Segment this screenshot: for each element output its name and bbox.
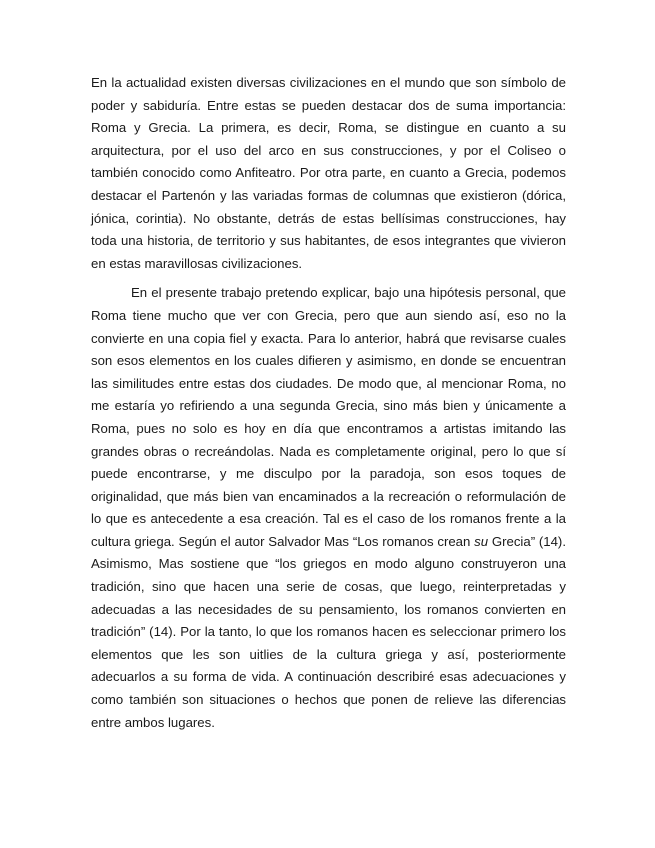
body-text xyxy=(91,72,566,741)
paragraph-intro xyxy=(91,72,566,275)
paragraph-body xyxy=(91,282,566,734)
paragraph-text: En la actualidad existen diversas civilizaciones en el mundo que son símbolo de poder y sabiduría. Entre estas se pueden destacar dos de suma importancia: Roma y Grecia. La primera, es decir, Roma, se distingue en cuanto a su arquitectura, por el uso del arco en sus construcciones, y por el Coliseo o también conocido como Anfiteatro. Por otra parte, en cuanto a Grecia, podemos destacar el Partenón y las variadas formas de columnas que existieron (dórica, jónica, corintia). No obstante, detrás de estas bellísimas construcciones, hay toda una historia, de territorio y sus habitantes, de esos integrantes que vivieron en estas maravillosas civilizaciones. xyxy=(91,75,566,271)
paragraph-text: En el presente trabajo pretendo explicar, bajo una hipótesis personal, que Roma tiene mucho que ver con Grecia, pero que aun siendo así, eso no la convierte en una copia fiel y exacta. Para lo anterior, habrá que revisarse cuales son esos elementos en los cuales difieren y asimismo, en donde se encuentran las similitudes entre estas dos ciudades. De modo que, al mencionar Roma, no me estaría yo refiriendo a una segunda Grecia, sino más bien y únicamente a Roma, pues no solo es hoy en día que encontramos a artistas imitando las grandes obras o recreándolas. Nada es completamente original, pero lo que sí puede encontrarse, y me disculpo por la paradoja, son esos toques de originalidad, que más bien van encaminados a la recreación o reformulación de lo que es antecedente a esa creación. Tal es el caso de los romanos frente a la cultura griega. Según el autor Salvador Mas “Los romanos crean xyxy=(91,285,566,549)
italic-word: su xyxy=(474,533,489,549)
paragraph-text: Grecia” (14). Asimismo, Mas sostiene que “los griegos en modo alguno construyeron una tradición, sino que hacen una serie de cosas, que luego, reinterpretadas y adecuadas a las necesidades de su pensamiento, los romanos convierten en tradición” (14). Por la tanto, lo que los romanos hacen es seleccionar primero los elementos que les son uitlies de la cultura griega y así, posteriormente adecuarlos a su forma de vida. A continuación describiré esas adecuaciones y como también son situaciones o hechos que ponen de relieve las diferencias entre ambos lugares. xyxy=(91,533,566,730)
